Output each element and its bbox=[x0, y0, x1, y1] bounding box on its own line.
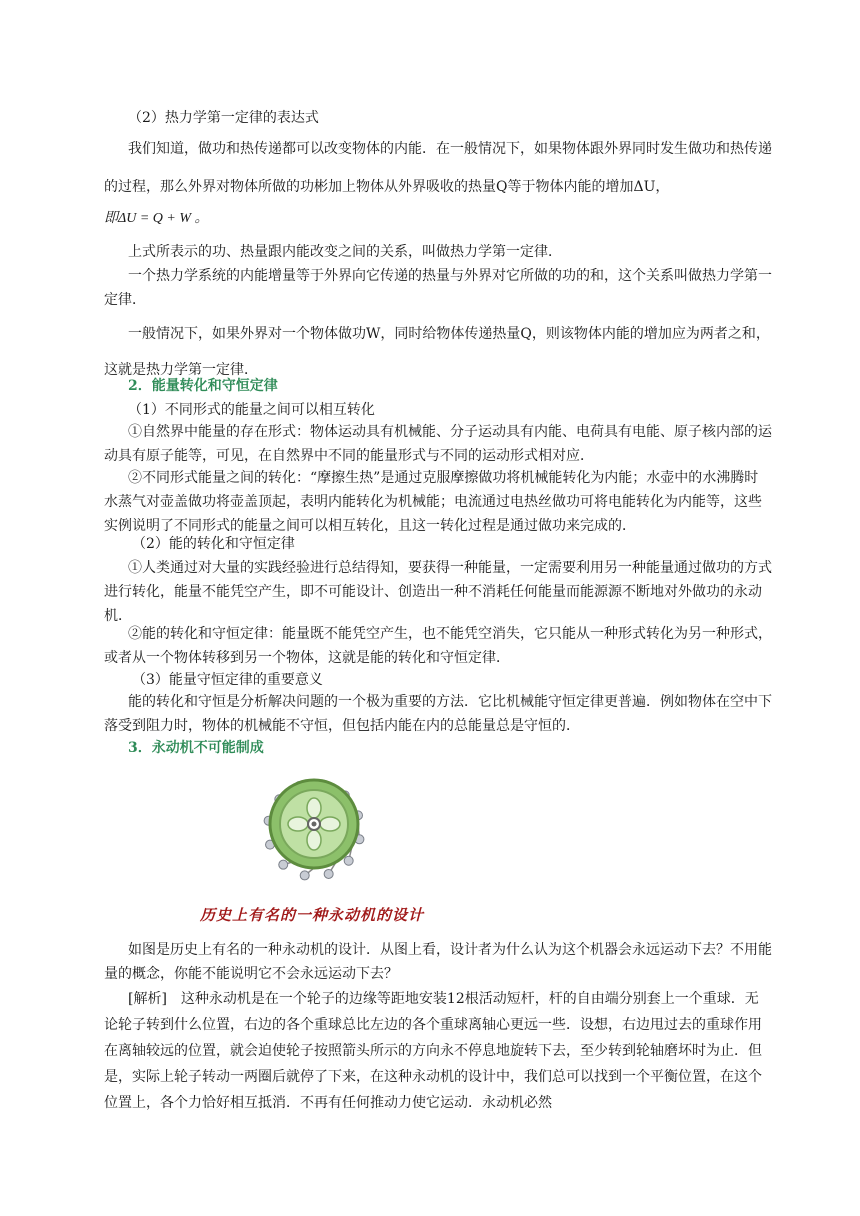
subheading-first-law-expression: （2）热力学第一定律的表达式 bbox=[128, 110, 319, 126]
paragraph-relation: 上式所表示的功、热量跟内能改变之间的关系，叫做热力学第一定律． bbox=[128, 244, 562, 260]
paragraph-energy-transformation: ②不同形式能量之间的转化：“摩擦生热”是通过克服摩擦做功将机械能转化为内能；水壶中的水沸腾时水蒸气对壶盖做功将壶盖顶起，表明内能转化为机械能；电流通过电热丝做功可将电能转化为内能等，这些实例说明了不同形式的能量之间可以相互转化，且这一转化过程是通过做功来完成的． bbox=[104, 470, 762, 534]
paragraph-general-case: 一般情况下，如果外界对一个物体做功W，同时给物体传递热量Q，则该物体内能的增加应为两者之和，这就是热力学第一定律． bbox=[104, 326, 770, 378]
subheading-conservation-law: （2）能的转化和守恒定律 bbox=[132, 536, 295, 552]
subheading-significance: （3）能量守恒定律的重要意义 bbox=[132, 672, 323, 688]
section-heading-energy-conservation: 2．能量转化和守恒定律 bbox=[128, 378, 278, 394]
paragraph-energy-forms: ①自然界中能量的存在形式：物体运动具有机械能、分子运动具有内能、电荷具有电能、原子核内部的运动具有原子能等，可见，在自然界中不同的能量形式与不同的运动形式相对应． bbox=[104, 424, 772, 464]
figure-caption: 历史上有名的一种永动机的设计 bbox=[200, 906, 425, 924]
paragraph-work-heat: 我们知道，做功和热传递都可以改变物体的内能．在一般情况下，如果物体跟外界同时发生做功和热传递的过程，那么外界对物体所做的功彬加上物体从外界吸收的热量Q等于物体内能的增加ΔU， bbox=[104, 141, 772, 195]
paragraph-significance: 能的转化和守恒是分析解决问题的一个极为重要的方法．它比机械能守恒定律更普遍．例如物体在空中下落受到阻力时，物体的机械能不守恒，但包括内能在内的总能量总是守恒的． bbox=[104, 694, 772, 734]
paragraph-law-statement: ②能的转化和守恒定律：能量既不能凭空产生，也不能凭空消失，它只能从一种形式转化为另一种形式，或者从一个物体转移到另一个物体，这就是能的转化和守恒定律． bbox=[104, 626, 772, 666]
wheel-ball bbox=[344, 856, 353, 865]
subheading-energy-conversion: （1）不同形式的能量之间可以相互转化 bbox=[128, 402, 375, 418]
wheel-ball bbox=[324, 869, 333, 878]
paragraph-question: 如图是历史上有名的一种永动机的设计．从图上看，设计者为什么认为这个机器会永远运动下去？不用能量的概念，你能不能说明它不会永远运动下去？ bbox=[104, 942, 772, 982]
wheel-axle-center bbox=[312, 822, 317, 827]
wheel-ball bbox=[300, 871, 309, 880]
wheel-ball bbox=[279, 860, 288, 869]
paragraph-definition: 一个热力学系统的内能增量等于外界向它传递的热量与外界对它所做的功的和，这个关系叫做热力学第一定律． bbox=[104, 268, 772, 308]
formula-text: 即ΔU = Q + W 。 bbox=[104, 211, 209, 226]
paragraph-practice: ①人类通过对大量的实践经验进行总结得知，要获得一种能量，一定需要利用另一种能量通过做功的方式进行转化，能量不能凭空产生，即不可能设计、创造出一种不消耗任何能量而能源源不断地对外做功的永动机． bbox=[104, 560, 772, 624]
formula-first-law bbox=[104, 206, 772, 231]
section-heading-perpetual-motion: 3．永动机不可能制成 bbox=[128, 740, 264, 756]
paragraph-analysis: [解析] 这种永动机是在一个轮子的边缘等距地安装12根活动短杆，杆的自由端分别套上一个重球．无论轮子转到什么位置，右边的各个重球总比左边的各个重球离轴心更远一些．设想，右边甩过去的重球作用在离轴较远的位置，就会迫使轮子按照箭头所示的方向永不停息地旋转下去，至少转到轮轴磨坏时为止．但是，实际上轮子转动一两圈后就停了下来，在这种永动机的设计中，我们总可以找到一个平衡位置，在这个位置上，各个力恰好相互抵消．不再有任何推动力使它运动．永动机必然 bbox=[104, 991, 762, 1111]
perpetual-motion-wheel-figure bbox=[256, 770, 376, 904]
